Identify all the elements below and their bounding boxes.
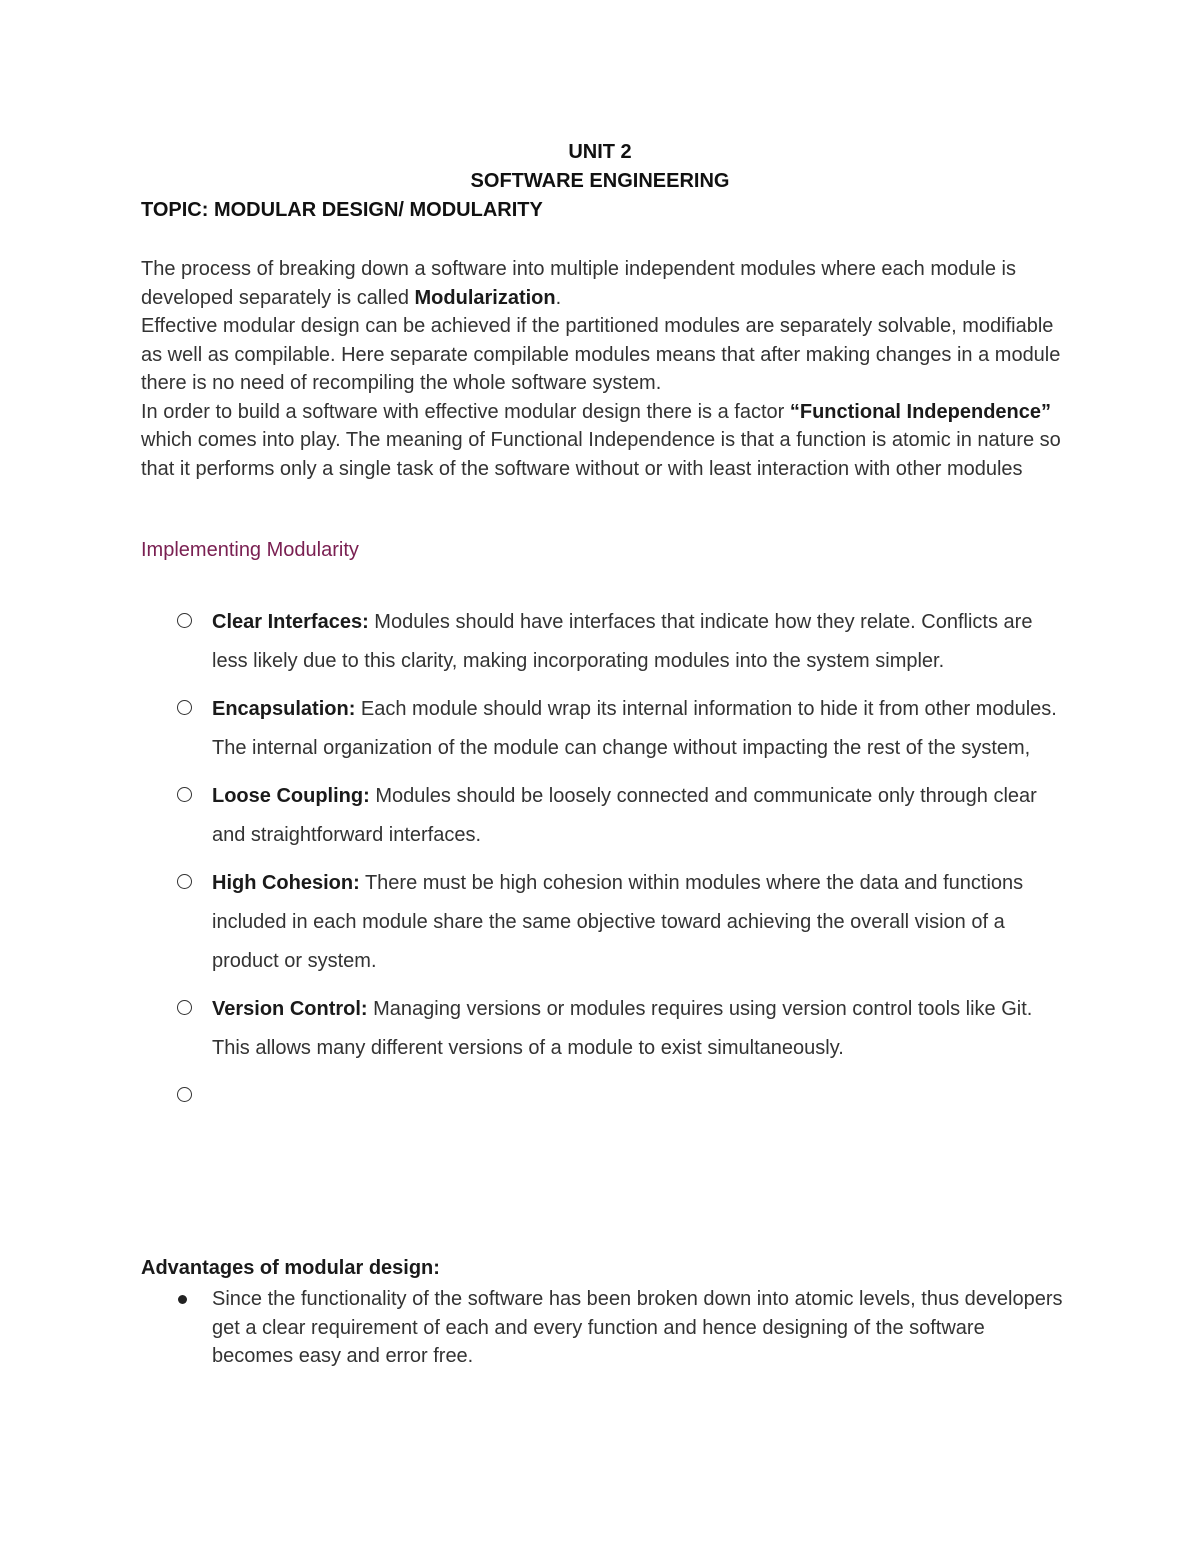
list-item: Clear Interfaces: Modules should have interfaces that indicate how they relate. Conflicts are less likely due to this clarity, making incorporating modules into the system simpler. xyxy=(177,603,1067,681)
topic-heading: TOPIC: MODULAR DESIGN/ MODULARITY xyxy=(141,199,543,221)
intro-paragraph-2: Effective modular design can be achieved if the partitioned modules are separately solvable, modifiable as well as compilable. Here separate compilable modules means that after making changes in a module there is no need of recompiling the whole software system. xyxy=(141,315,1061,394)
intro-paragraph-3: In order to build a software with effective modular design there is a factor “Functional Independence” which comes into play. The meaning of Functional Independence is that a function is atomic in nature so that it performs only a single task of the software without or with least interaction with other modules xyxy=(141,400,1061,480)
list-item: Version Control: Managing versions or modules requires using version control tools like Git. This allows many different versions of a module to exist simultaneously. xyxy=(177,990,1067,1068)
filled-dot-bullet-icon xyxy=(178,1295,187,1304)
list-item: Since the functionality of the software has been broken down into atomic levels, thus developers get a clear requirement of each and every function and hence designing of the software becomes easy and error free. xyxy=(177,1285,1067,1371)
empty-list-item xyxy=(177,1077,1067,1116)
list-item: High Cohesion: There must be high cohesion within modules where the data and functions included in each module share the same objective toward achieving the overall vision of a product or system. xyxy=(177,864,1067,981)
hollow-circle-bullet-icon xyxy=(177,1000,192,1015)
advantages-list xyxy=(177,1285,1067,1371)
advantages-heading: Advantages of modular design: xyxy=(141,1257,440,1279)
hollow-circle-bullet-icon xyxy=(177,1087,192,1102)
implementing-modularity-heading: Implementing Modularity xyxy=(141,539,359,561)
list-item: Encapsulation: Each module should wrap its internal information to hide it from other modules. The internal organization of the module can change without impacting the rest of the system, xyxy=(177,690,1067,768)
unit-title: UNIT 2 xyxy=(568,141,632,163)
intro-paragraph-1: The process of breaking down a software into multiple independent modules where each module is developed separately is called Modularization. xyxy=(141,258,1016,309)
implementing-list xyxy=(177,603,1067,1125)
subject-title: SOFTWARE ENGINEERING xyxy=(470,170,730,192)
intro-section xyxy=(141,255,1061,483)
list-item: Loose Coupling: Modules should be loosely connected and communicate only through clear and straightforward interfaces. xyxy=(177,777,1067,855)
hollow-circle-bullet-icon xyxy=(177,787,192,802)
hollow-circle-bullet-icon xyxy=(177,700,192,715)
hollow-circle-bullet-icon xyxy=(177,874,192,889)
modularization-term: Modularization xyxy=(414,286,556,309)
hollow-circle-bullet-icon xyxy=(177,613,192,628)
functional-independence-term: “Functional Independence” xyxy=(789,400,1051,423)
